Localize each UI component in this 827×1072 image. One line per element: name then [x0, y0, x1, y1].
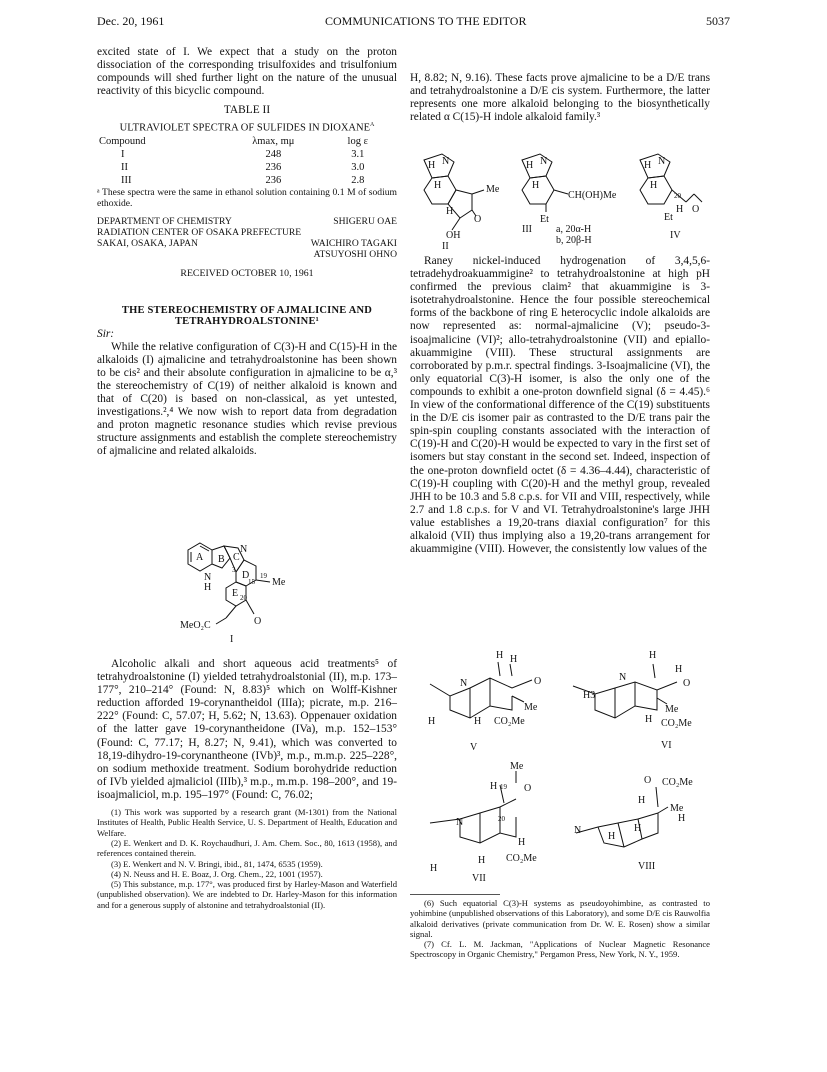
atom-label: 19	[260, 572, 267, 580]
atom-label: O	[524, 783, 532, 794]
atom-label: H	[638, 795, 646, 806]
atom-label: CO₂Me	[506, 853, 537, 864]
atom-label: O	[692, 204, 700, 215]
received-date: RECEIVED OCTOBER 10, 1961	[180, 268, 314, 280]
table-cell: 2.8	[351, 175, 365, 187]
compound-number: III	[522, 224, 532, 235]
atom-label: Me	[486, 184, 500, 195]
left-column	[97, 46, 397, 458]
atom-label: H	[474, 716, 482, 727]
footnote: (5) This substance, m.p. 177°, was produced first by Harley-Mason and Waterfield (unpublished observation). We are indebted to Dr. Harley-Mason for this information and for a generous supply of alstonine and tetrahydroalstonial (II).	[97, 879, 397, 910]
footnote: (7) Cf. L. M. Jackman, "Applications of Nuclear Magnetic Resonance Spectroscopy in Organic Chemistry," Pergamon Press, New York, N. Y., 1959.	[410, 939, 710, 960]
atom-label: H	[644, 160, 652, 171]
atom-label: H	[649, 650, 657, 661]
structure-III	[512, 150, 622, 255]
ring-label: C	[233, 552, 240, 563]
atom-label: H	[496, 650, 504, 661]
author-name: ATSUYOSHI OHNO	[313, 249, 397, 261]
atom-label: 15	[248, 578, 255, 586]
footnote: (1) This work was supported by a research grant (M-1301) from the National Institutes of Health, Public Health Service, U. S. Department of Health, Education and Welfare.	[97, 807, 397, 838]
structure-I-drawing	[180, 538, 300, 648]
body-paragraph: While the relative configuration of C(3)-H and C(15)-H in the alkaloids (I) ajmalicine and tetrahydroalstonine has been shown to be cis² and their absolute configuration in ajmalicine to be α,³ the stereochemistry of C(19) of neither alkaloid is known and that of C(20) is based on non-classical, as yet untested, investigations.²,⁴ We now wish to report data from degradation and proton magnetic resonance studies which revise previous structure assignments and establish the complete stereochemistry of ajmalicine and related alkaloids.	[97, 340, 397, 458]
table-cell: 3.1	[351, 149, 365, 161]
atom-label: O	[683, 678, 691, 689]
atom-label: H	[478, 855, 486, 866]
compound-number: V	[470, 742, 478, 753]
atom-label: H	[490, 781, 498, 792]
location: SAKAI, OSAKA, JAPAN	[97, 238, 198, 250]
atom-label: H	[634, 823, 642, 834]
atom-label: N	[456, 817, 464, 828]
atom-label: CO₂Me	[494, 716, 525, 727]
footnote-rule	[410, 894, 500, 895]
atom-label: Et	[540, 214, 549, 225]
table-header: Compound	[99, 136, 146, 148]
atom-label: N	[442, 156, 450, 167]
structure-VI-drawing	[565, 648, 705, 768]
atom-label: H	[510, 654, 518, 665]
table-cell: 236	[265, 175, 282, 187]
atom-label: N	[540, 156, 548, 167]
running-date: Dec. 20, 1961	[97, 14, 165, 28]
atom-label: H	[645, 714, 653, 725]
atom-label: N	[619, 672, 627, 683]
compound-number: VI	[661, 740, 672, 751]
structure-VII-drawing	[420, 763, 560, 883]
atom-label: CO₂Me	[662, 777, 693, 788]
atom-label: CH(OH)Me	[568, 190, 617, 201]
structure-I	[180, 538, 300, 653]
atom-label: CO₂Me	[661, 718, 692, 729]
atom-label: b, 20β-H	[556, 235, 592, 246]
structure-II-drawing	[412, 150, 507, 250]
structure-II	[412, 150, 507, 255]
atom-label: 20	[240, 594, 247, 602]
table-header: λmax, mμ	[252, 136, 295, 148]
atom-label: OH	[446, 230, 461, 241]
ring-label: D	[242, 570, 250, 581]
left-column-continued	[97, 658, 397, 910]
ring-label: A	[196, 552, 204, 563]
footnote: (4) N. Neuss and H. E. Boaz, J. Org. Chem., 22, 1001 (1957).	[111, 868, 323, 879]
compound-number: I	[230, 634, 234, 645]
structure-V	[420, 648, 560, 773]
right-column-top	[410, 72, 710, 124]
table-cell: II	[121, 162, 128, 174]
right-column-main	[410, 255, 710, 556]
atom-label: Me	[665, 704, 679, 715]
compound-number: II	[442, 241, 449, 252]
atom-label: O	[534, 676, 542, 687]
atom-label: a, 20α-H	[556, 224, 592, 235]
atom-label: H	[434, 180, 442, 191]
atom-label: H	[204, 582, 212, 593]
right-column-footnotes	[410, 890, 710, 960]
atom-label: O	[254, 616, 262, 627]
atom-label: Me	[670, 803, 684, 814]
atom-label: 20	[674, 192, 681, 200]
atom-label: 20	[498, 815, 505, 823]
atom-label: H	[446, 206, 454, 217]
structure-V-drawing	[420, 648, 560, 768]
department: DEPARTMENT OF CHEMISTRY	[97, 216, 232, 228]
uv-table	[97, 135, 387, 187]
running-title: COMMUNICATIONS TO THE EDITOR	[325, 14, 527, 28]
structure-IV	[630, 150, 720, 255]
ring-label: E	[232, 588, 239, 599]
table-row	[97, 174, 387, 187]
atom-label: N	[240, 544, 248, 555]
department: RADIATION CENTER OF OSAKA PREFECTURE	[97, 227, 302, 239]
atom-label: 3	[232, 566, 236, 574]
atom-label: O	[644, 775, 652, 786]
page-number: 5037	[706, 14, 730, 28]
atom-label: N	[574, 825, 582, 836]
affiliation-block	[97, 215, 397, 267]
atom-label: N	[658, 156, 666, 167]
atom-label: H	[608, 831, 616, 842]
atom-label: Me	[272, 577, 286, 588]
atom-label: H	[676, 204, 684, 215]
atom-label: Et	[664, 212, 673, 223]
table-header: log ε	[347, 136, 368, 148]
table-note: ᵃ These spectra were the same in ethanol solution containing 0.1 M of sodium ethoxide.	[97, 187, 397, 210]
structure-VIII-drawing	[568, 763, 708, 883]
atom-label: 19	[500, 783, 507, 791]
atom-label: H	[518, 837, 526, 848]
table-row	[97, 161, 387, 174]
table-cell: 236	[265, 162, 282, 174]
atom-label: O	[474, 214, 482, 225]
atom-label: H	[428, 160, 436, 171]
atom-label: H3	[583, 690, 596, 701]
structure-VII	[420, 763, 560, 888]
footnote: (2) E. Wenkert and D. K. Roychaudhuri, J. Am. Chem. Soc., 80, 1613 (1958), and references contained therein.	[97, 837, 397, 859]
salutation: Sir:	[97, 327, 115, 340]
atom-label: H	[428, 716, 436, 727]
atom-label: H	[650, 180, 658, 191]
table-cell: 248	[265, 149, 282, 161]
body-paragraph: H, 8.82; N, 9.16). These facts prove ajmalicine to be a D/E trans and tetrahydroalstonine a D/E cis system. Furthermore, the latter represents one more alkaloid belonging to the biosynthetically related α C(15)-H indole alkaloid family.³	[410, 72, 710, 124]
footnote: (3) E. Wenkert and N. V. Bringi, ibid., 81, 1474, 6535 (1959).	[111, 858, 323, 869]
atom-label: N	[204, 572, 212, 583]
atom-label: H	[532, 180, 540, 191]
atom-label: MeO₂C	[180, 620, 211, 631]
structure-VI	[565, 648, 705, 773]
body-paragraph: Alcoholic alkali and short aqueous acid treatments⁵ of tetrahydroalstonine (I) yielded tetrahydroalstonial (II), m.p. 173–177°, 210–214° (Found: N, 8.83)⁵ which on Wolff-Kishner reduction afforded 19-corynantheidol (IIIa); picrate, m.p. 216–222° (Found: C, 57.07; H, 5.62; N, 13.63). Oppenauer oxidation of the latter gave 19-corynantheidone (IVa), m.p. 152–153° (Found: C, 77.17; H, 8.27; N, 9.41), which was converted to 18,19-dihydro-19-corynantheone (IVb)³, m.p., m.m.p. 225–228°, on sodium methoxide treatment. Sodium borohydride reduction of IVb yielded ajmaliciol (IIIb),³ m.p., m.m.p. 198–200°, and 19-isoajmaliciol, m.p. 195–197° (Found: C, 76.02;	[97, 658, 397, 801]
author-name: SHIGERU OAE	[333, 216, 397, 228]
compound-number: VII	[472, 873, 486, 884]
compound-number: VIII	[638, 861, 656, 872]
article-title: THE STEREOCHEMISTRY OF AJMALICINE AND TETRAHYDROALSTONINE¹	[121, 304, 373, 328]
author-name: WAICHIRO TAGAKI	[310, 238, 397, 250]
body-paragraph: Raney nickel-induced hydrogenation of 3,4,5,6-tetradehydroakuammigine² to tetrahydroalstonine at high pH confirmed the previous claim² that akuammigine is 3-isotetrahydroalstonine. Hence the four possible stereochemical forms of the backbone of ring E heterocyclic indole alkaloids are now represented as: normal-ajmalicine (V); pseudo-3-isoajmalicine (VI)²; allo-tetrahydroalstonine (VII) and epiallo-akuammigine (VIII). These structural assignments are corroborated by p.m.r. spectral findings. 3-Isoajmalicine (VI), the only equatorial C(3)-H isomer, is also the only one of the compounds to exhibit a one-proton downfield signal (δ = 4.45).⁶ In view of the conformational difference of the C(19) substituents in the D/E cis isomer pair as contrasted to the D/E trans pair the spin-spin coupling constants associated with the interaction of C(19)-H and C(20)-H would be expected to vary in the first set of isomers but stay constant in the second set. Indeed, inspection of the one-proton downfield octet (δ = 4.36–4.44), characteristic of C(19)-H coupling with C(20)-H and the methyl group, revealed JHH to be 10.3 and 5.8 c.p.s. for VII and VIII, respectively, while 2.7 and 1.8 c.p.s. for V and VI. Tetrahydroalstonine's large JHH value establishes a 19,20-trans diaxial configuration⁷ for this alkaloid (VII) thus implying also a 19,20-trans arrangement for akuammigine (VIII). However, the consistently low values of the	[410, 255, 710, 556]
structure-VIII	[568, 763, 708, 888]
atom-label: H	[430, 863, 438, 874]
structure-III-drawing	[512, 150, 622, 250]
footnote: (6) Such equatorial C(3)-H systems as pseudoyohimbine, as contrasted to yohimbine (unpublished observations of this Laboratory), and some D/E cis Rauwolfia alkaloid derivatives (private communication from Dr. W. E. Rosen) show a similar signal.	[410, 898, 710, 939]
atom-label: H	[678, 813, 686, 824]
ring-label: B	[218, 554, 225, 565]
structure-IV-drawing	[630, 150, 720, 250]
table-row	[97, 148, 387, 161]
atom-label: N	[460, 678, 468, 689]
table-cell: 3.0	[351, 162, 365, 174]
atom-label: H	[675, 664, 683, 675]
atom-label: H	[526, 160, 534, 171]
table-title: ULTRAVIOLET SPECTRA OF SULFIDES IN DIOXANE$^a$	[119, 118, 375, 134]
intro-paragraph: excited state of I. We expect that a study on the proton dissociation of the corresponding trisulfoxides and trisulfonium compounds will shed further light on the nature of the unusual reactivity of this bicyclic compound.	[97, 46, 397, 98]
table-number: TABLE II	[223, 104, 271, 117]
atom-label: Me	[510, 761, 524, 772]
compound-number: IV	[670, 230, 681, 241]
table-cell: I	[121, 149, 125, 161]
table-cell: III	[121, 175, 132, 187]
atom-label: Me	[524, 702, 538, 713]
